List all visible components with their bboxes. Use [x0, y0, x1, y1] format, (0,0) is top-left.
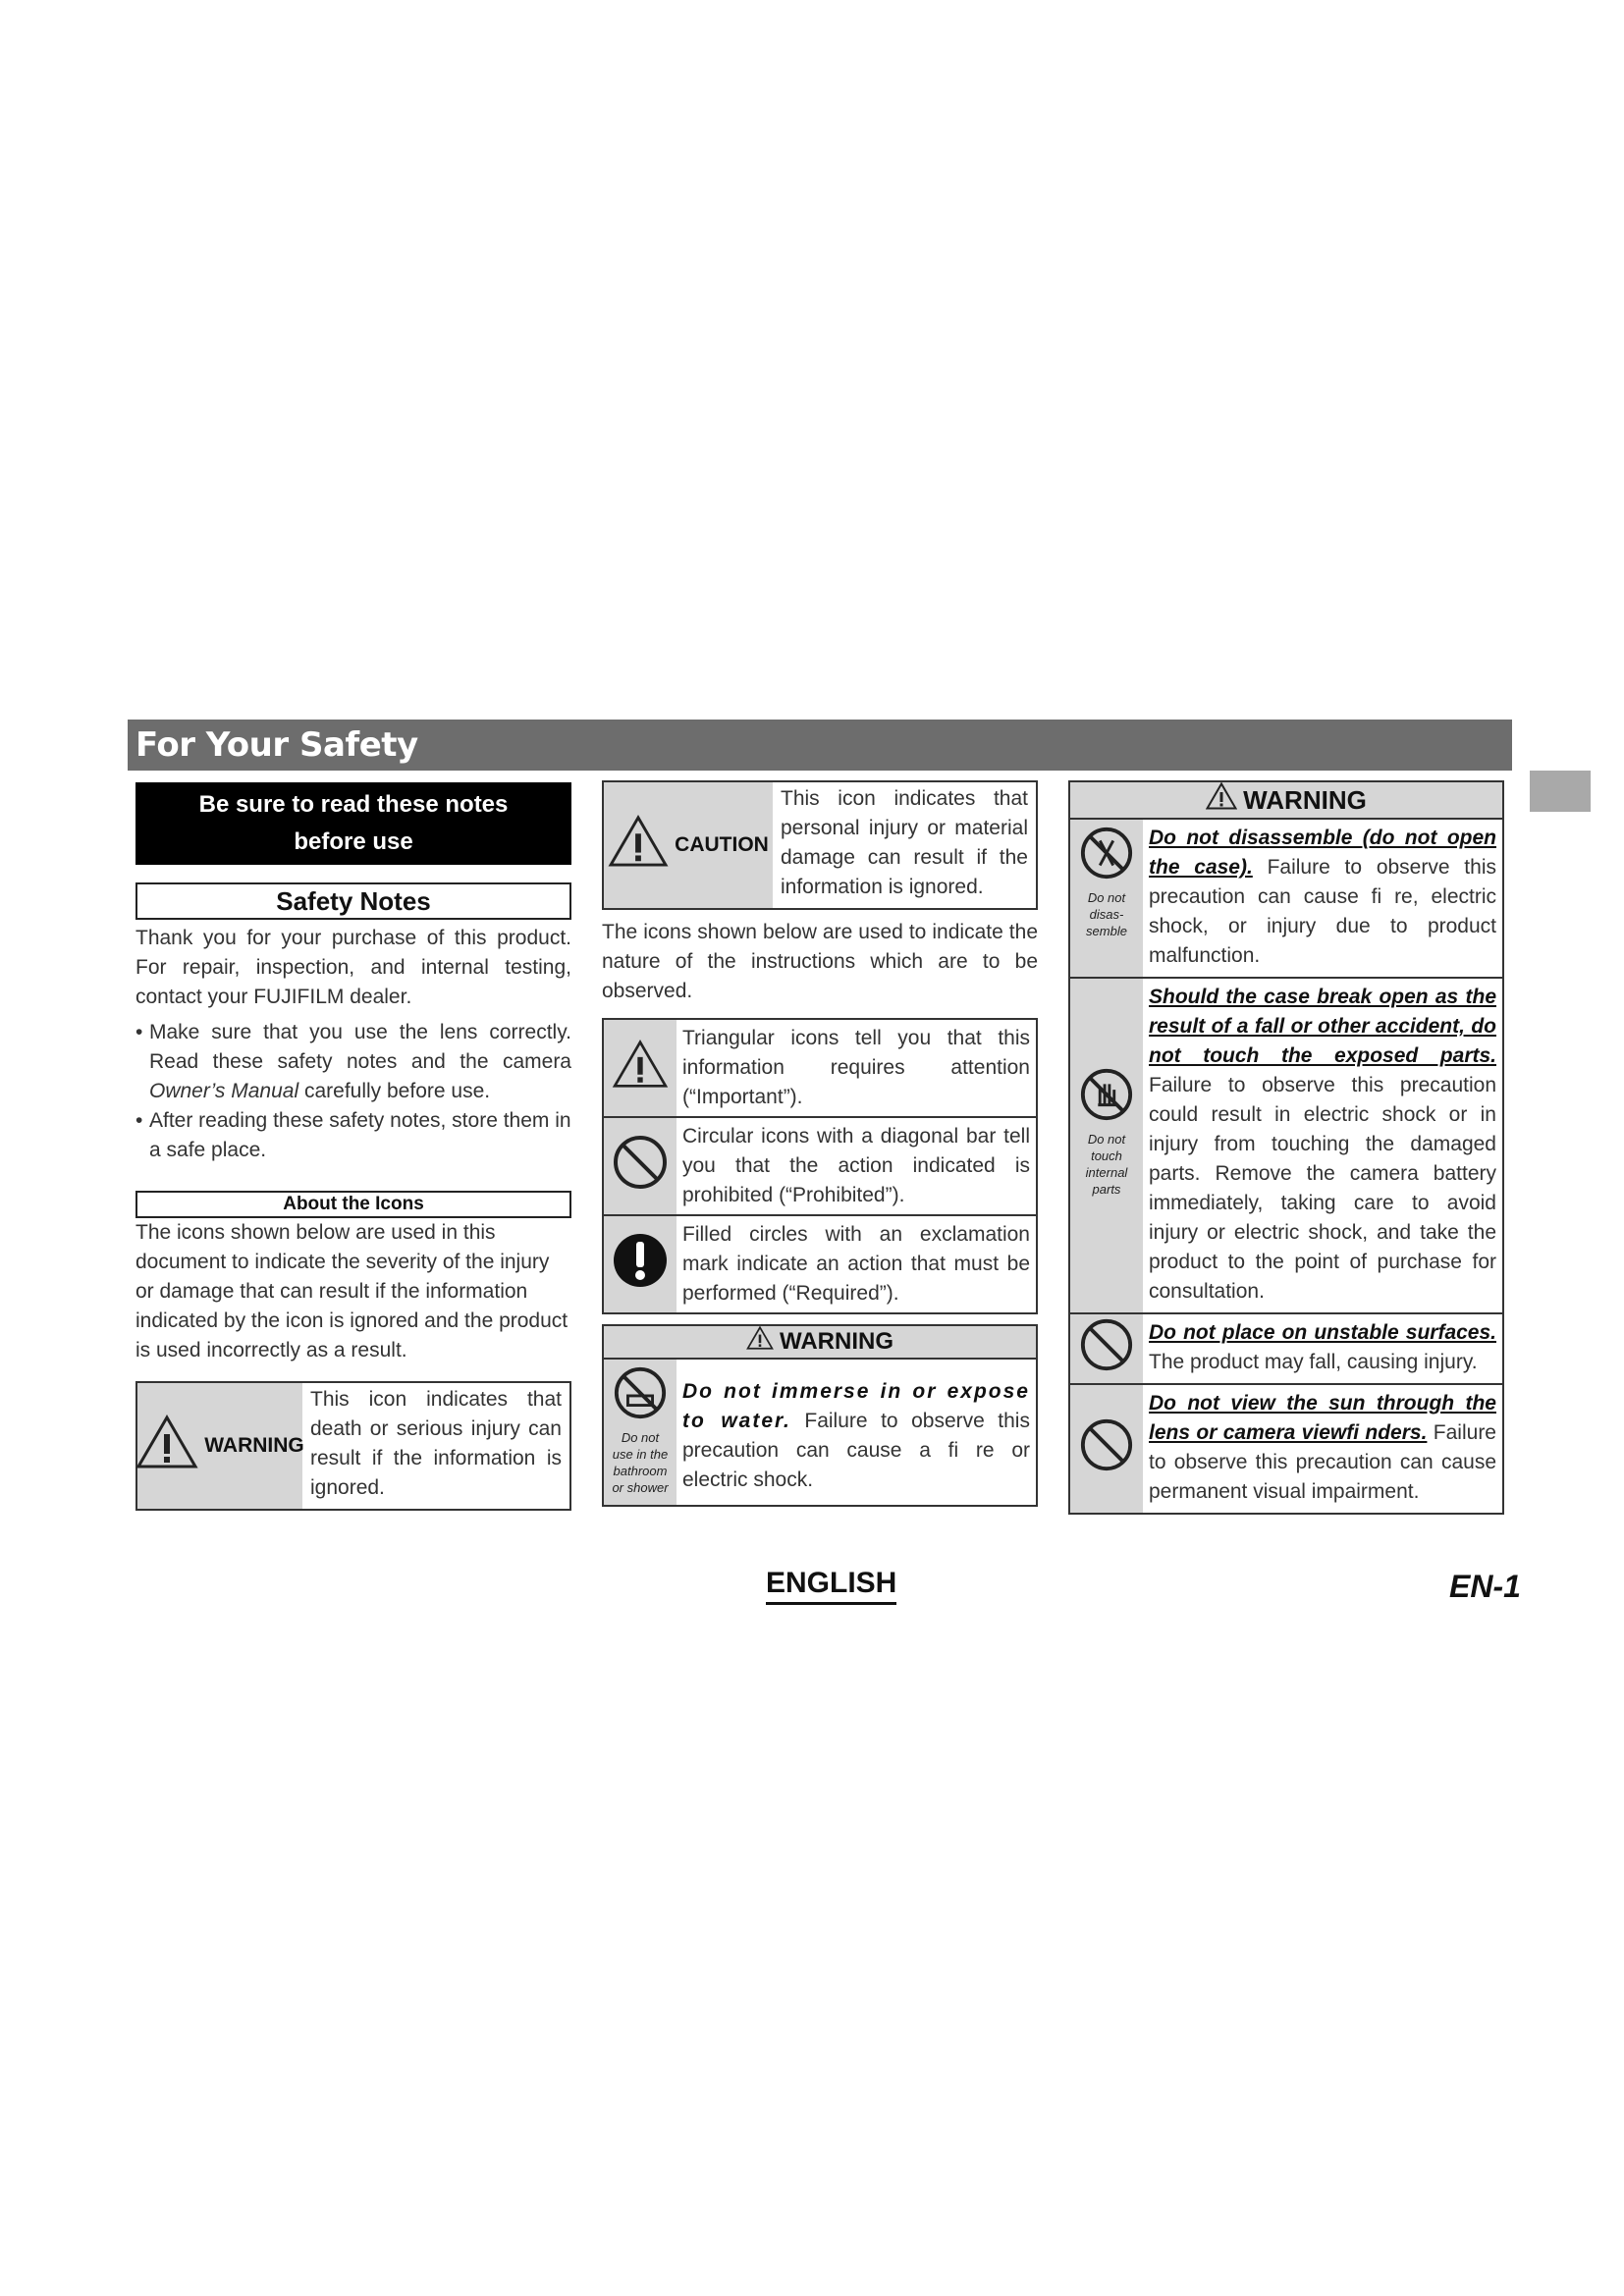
caution-triangle-icon — [608, 815, 669, 877]
language-label: ENGLISH — [766, 1567, 896, 1605]
warning-triangle-icon — [746, 1326, 774, 1358]
prohibited-description: Circular icons with a diagonal bar tell you that the action indicated is prohibited (“Prohibited”). — [682, 1125, 1030, 1206]
warning-triangle-icon — [1206, 782, 1237, 818]
no-touch-hand-icon — [1079, 1067, 1134, 1131]
no-water-icon — [613, 1365, 668, 1429]
read-notes-box: Be sure to read these notes before use — [135, 782, 571, 865]
warning-label: WARNING — [204, 1434, 304, 1457]
case-heading: Should the case break open as the result of a fall or other accident, do not touch the exposed parts. — [1149, 986, 1496, 1067]
important-triangle-icon — [612, 1040, 669, 1097]
caution-label: CAUTION — [675, 833, 769, 856]
notes-list — [135, 1018, 571, 1165]
warnings-table — [1068, 780, 1504, 1515]
prohibited-icon — [1079, 1417, 1134, 1481]
disassemble-caption: Do not disas- semble — [1086, 890, 1127, 938]
sun-text: Failure to observe this precaution can cause permanent visual impairment. — [1149, 1421, 1496, 1503]
table-row — [604, 1214, 1036, 1312]
water-heading: Do not immerse in or expose to water. — [682, 1380, 1030, 1432]
icon-types-table — [602, 1018, 1038, 1314]
caution-description: This icon indicates that personal injury or material damage can result if the information is ignored. — [781, 787, 1028, 898]
page-number: EN-1 — [1449, 1569, 1521, 1604]
touch-caption: Do not touch internal parts — [1085, 1132, 1128, 1197]
icons-intro-text: The icons shown below are used to indicate the nature of the instructions which are to be observed. — [602, 921, 1038, 1002]
safety-notes-title: Safety Notes — [135, 882, 571, 920]
column-2 — [602, 780, 1038, 1507]
water-caption: Do not use in the bathroom or shower — [612, 1430, 669, 1495]
intro-text: Thank you for your purchase of this product. For repair, inspection, and internal testing, contact your FUJIFILM dealer. — [135, 927, 571, 1008]
unstable-heading: Do not place on unstable surfaces. — [1149, 1321, 1496, 1344]
disassemble-text: Failure to observe this precaution can cause fi re, electric shock, or injury due to product malfunction. — [1149, 856, 1496, 967]
table-row — [1070, 1383, 1502, 1513]
table-row — [1070, 1312, 1502, 1383]
water-text: Failure to observe this precaution can cause a fi re or electric shock. — [682, 1410, 1030, 1491]
case-text: Failure to observe this precaution could result in electric shock or in injury from touching the damaged parts. Remove the camera battery immediately, taking care to avoid injury or electric shock, and take the product to the point of purchase for consultation. — [1149, 1074, 1496, 1303]
section-banner: For Your Safety — [128, 720, 1512, 771]
table-row — [604, 1020, 1036, 1116]
important-description: Triangular icons tell you that this information requires attention (“Important”). — [682, 1027, 1030, 1108]
list-item: • Make sure that you use the lens correctly. Read these safety notes and the camera Owner’s Manual carefully before use. — [135, 1018, 571, 1106]
warning-description: This icon indicates that death or serious injury can result if the information is ignored. — [310, 1388, 562, 1499]
disassemble-heading: Do not disassemble (do not open the case). — [1149, 827, 1496, 879]
about-icons-title: About the Icons — [135, 1191, 571, 1218]
column-3 — [1068, 780, 1504, 1515]
water-warning-box — [602, 1324, 1038, 1507]
list-item: • After reading these safety notes, store them in a safe place. — [135, 1106, 571, 1165]
prohibited-icon — [612, 1134, 669, 1200]
table-row — [1070, 977, 1502, 1312]
table-row — [604, 1116, 1036, 1214]
table-row — [1070, 820, 1502, 977]
required-description: Filled circles with an exclamation mark indicate an action that must be performed (“Required”). — [682, 1223, 1030, 1305]
column-1 — [135, 782, 571, 1511]
warning-triangle-icon — [135, 1415, 198, 1478]
unstable-text: The product may fall, causing injury. — [1149, 1351, 1478, 1373]
warning-legend-box — [135, 1381, 571, 1511]
warning-heading: WARNING — [780, 1328, 893, 1355]
about-icons-text: The icons shown below are used in this document to indicate the severity of the injury or damage that can result if the information indicated by the icon is ignored and the product is used incorrectly as a result. — [135, 1221, 568, 1362]
no-disassemble-icon — [1079, 826, 1134, 889]
prohibited-icon — [1079, 1317, 1134, 1381]
required-exclamation-icon — [612, 1232, 669, 1298]
side-tab — [1530, 771, 1591, 812]
warning-heading: WARNING — [1243, 785, 1367, 815]
sun-heading: Do not view the sun through the lens or camera viewfi nders. — [1149, 1392, 1496, 1444]
caution-legend-box — [602, 780, 1038, 910]
